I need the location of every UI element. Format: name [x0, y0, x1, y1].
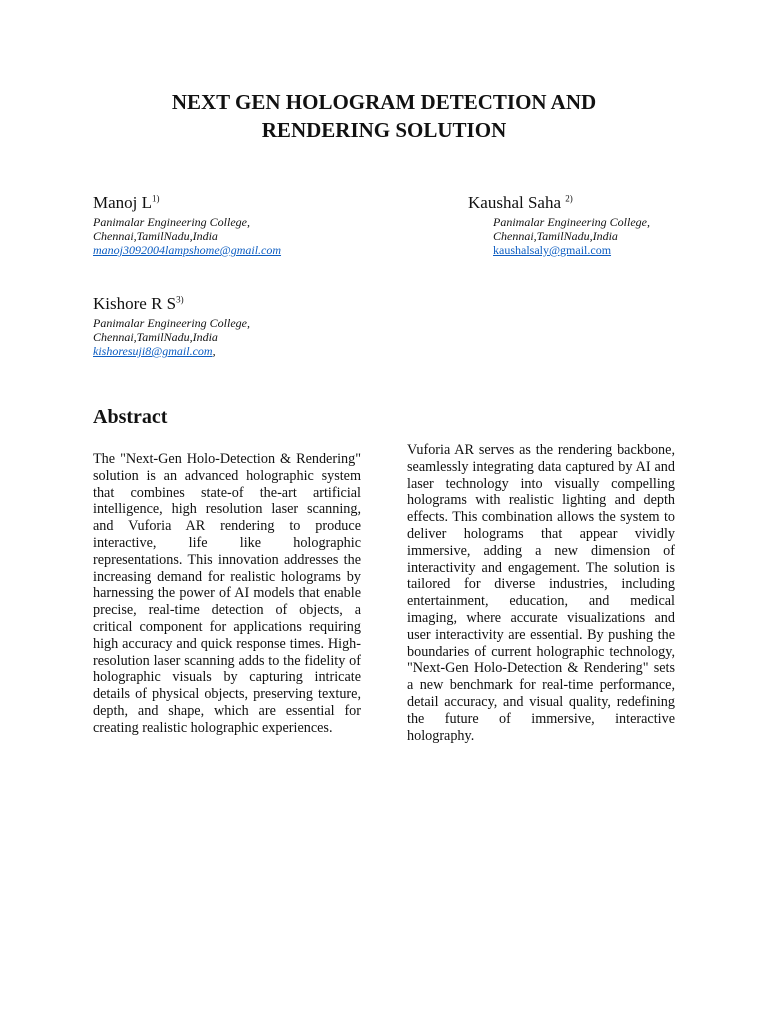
author-name: Kaushal Saha $^{2)}$	[468, 193, 573, 212]
author-marker: 1)	[152, 193, 160, 204]
author-block-3	[93, 294, 393, 358]
author-marker: 2)	[565, 193, 573, 204]
author-email-link[interactable]: kaushalsaly@gmail.com	[493, 243, 612, 257]
author-affiliation: Panimalar Engineering College,	[93, 316, 250, 330]
author-affiliation: Panimalar Engineering College,	[493, 215, 650, 229]
title-line-2: RENDERING SOLUTION	[261, 118, 507, 142]
abstract-heading: Abstract	[93, 406, 168, 428]
author-location: Chennai,TamilNadu,India	[93, 330, 218, 344]
author-email	[93, 243, 393, 257]
author-name: Manoj $L^{1)}$	[93, 193, 160, 212]
abstract-right-column: Vuforia AR serves as the rendering backbone, seamlessly integrating data captured by AI and laser technology into visually compelling holograms with realistic lighting and depth effects. This combination allows the system to deliver holograms that appear vividly immersive, adding a new dimension of interactivity and engagement. The solution is tailored for diverse industries, including entertainment, education, and medical imaging, where accurate visualizations and user interactivity are essential. By pushing the boundaries of current holographic technology, "Next-Gen Holo-Detection & Rendering" sets a new benchmark for real-time performance, detail accuracy, and visual quality, redefining the future of immersive, interactive holography.	[407, 442, 675, 744]
email-suffix: ,	[212, 344, 216, 358]
author-location: Chennai,TamilNadu,India	[493, 229, 618, 243]
abstract-left-column: The "Next-Gen Holo-Detection & Rendering" solution is an advanced holographic system that combines state-of the-art artificial intelligence, high resolution laser scanning, and Vuforia AR rendering to produce interactive, life like holographic representations. This innovation addresses the increasing demand for realistic holograms by harnessing the power of AI models that enable precise, real-time detection of objects, a critical component for applications requiring high accuracy and quick response times. High-resolution laser scanning adds to the fidelity of holographic visuals by capturing intricate details of physical objects, preserving texture, depth, and shape, which are essential for creating realistic holographic experiences.	[93, 451, 361, 736]
author-email	[93, 344, 393, 358]
author-marker: 3)	[176, 294, 184, 305]
paper-title	[80, 88, 688, 144]
author-location: Chennai,TamilNadu,India	[93, 229, 218, 243]
author-affiliation: Panimalar Engineering College,	[93, 215, 250, 229]
author-block-1	[93, 193, 393, 257]
author-email	[468, 243, 768, 257]
author-email-link[interactable]: kishoresuji8@gmail.com	[93, 344, 213, 358]
author-block-2	[468, 193, 768, 257]
author-email-link[interactable]: manoj3092004lampshome@gmail.com	[93, 243, 282, 257]
author-name: Kishore R $S^{3)}$	[93, 294, 184, 313]
title-line-1: NEXT GEN HOLOGRAM DETECTION AND	[171, 90, 597, 114]
